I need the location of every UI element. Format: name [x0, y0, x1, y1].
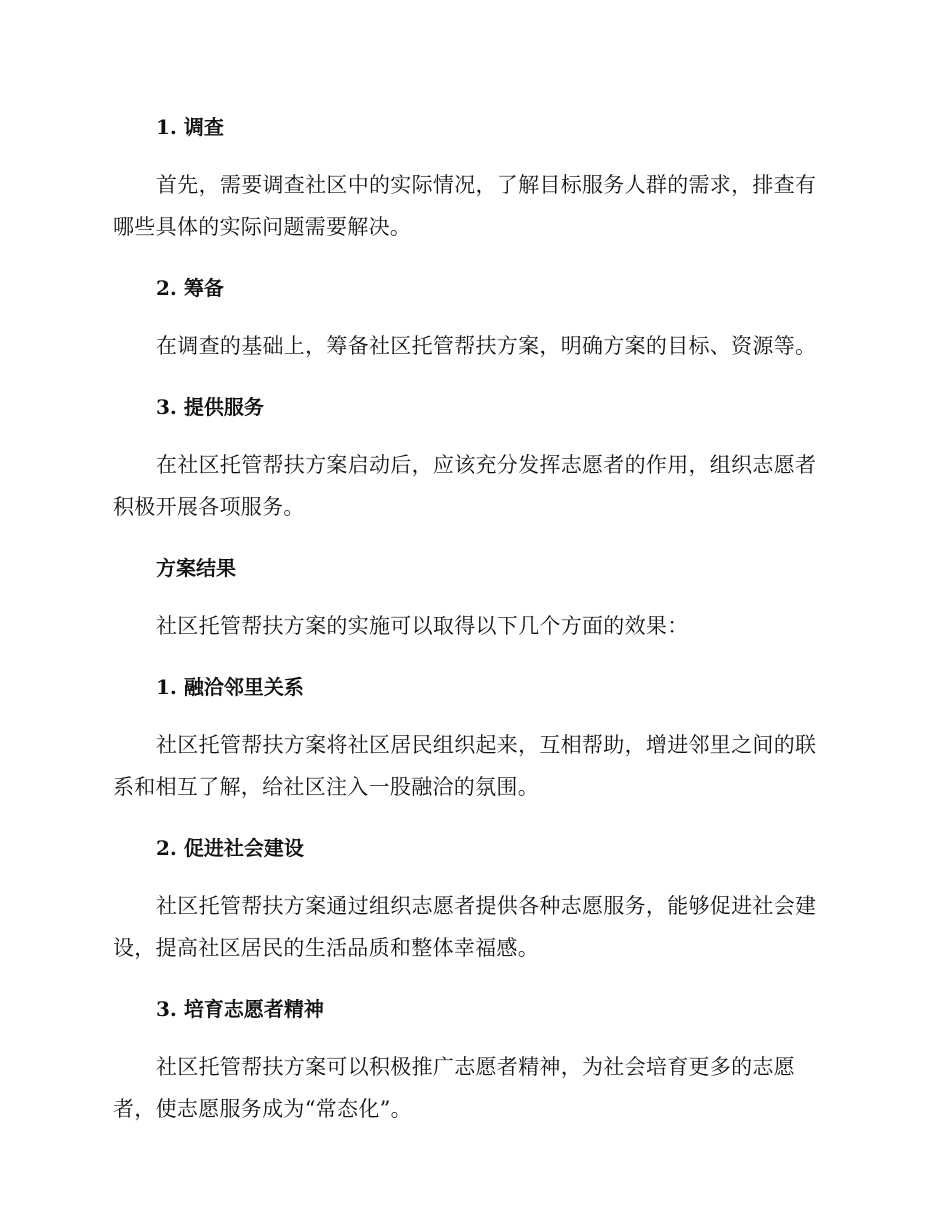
- section-paragraph-neighbor-relations: 社区托管帮扶方案将社区居民组织起来，互相帮助，增进邻里之间的联系和相互了解，给社区注入一股融洽的氛围。: [113, 733, 817, 799]
- section-heading-survey: 1. 调查: [156, 115, 224, 139]
- section-paragraph-social-construction: 社区托管帮扶方案通过组织志愿者提供各种志愿服务，能够促进社会建设，提高社区居民的生活品质和整体幸福感。: [113, 894, 817, 960]
- document-body: [113, 112, 833, 1130]
- section-heading-volunteer-spirit: 3. 培育志愿者精神: [156, 997, 324, 1021]
- section-paragraph-provide-service: 在社区托管帮扶方案启动后，应该充分发挥志愿者的作用，组织志愿者积极开展各项服务。: [113, 453, 817, 519]
- section-heading-social-construction: 2. 促进社会建设: [156, 836, 304, 860]
- section-heading-results: 方案结果: [156, 556, 236, 580]
- section-paragraph-volunteer-spirit: 社区托管帮扶方案可以积极推广志愿者精神，为社会培育更多的志愿者，使志愿服务成为“常态化”。: [113, 1055, 795, 1121]
- section-paragraph-survey: 首先，需要调查社区中的实际情况，了解目标服务人群的需求，排查有哪些具体的实际问题需要解决。: [113, 173, 817, 239]
- section-heading-provide-service: 3. 提供服务: [156, 395, 264, 419]
- section-paragraph-results: 社区托管帮扶方案的实施可以取得以下几个方面的效果：: [156, 614, 689, 638]
- section-heading-neighbor-relations: 1. 融洽邻里关系: [156, 675, 304, 699]
- section-heading-prepare: 2. 筹备: [156, 276, 224, 300]
- section-paragraph-prepare: 在调查的基础上，筹备社区托管帮扶方案，明确方案的目标、资源等。: [156, 334, 817, 358]
